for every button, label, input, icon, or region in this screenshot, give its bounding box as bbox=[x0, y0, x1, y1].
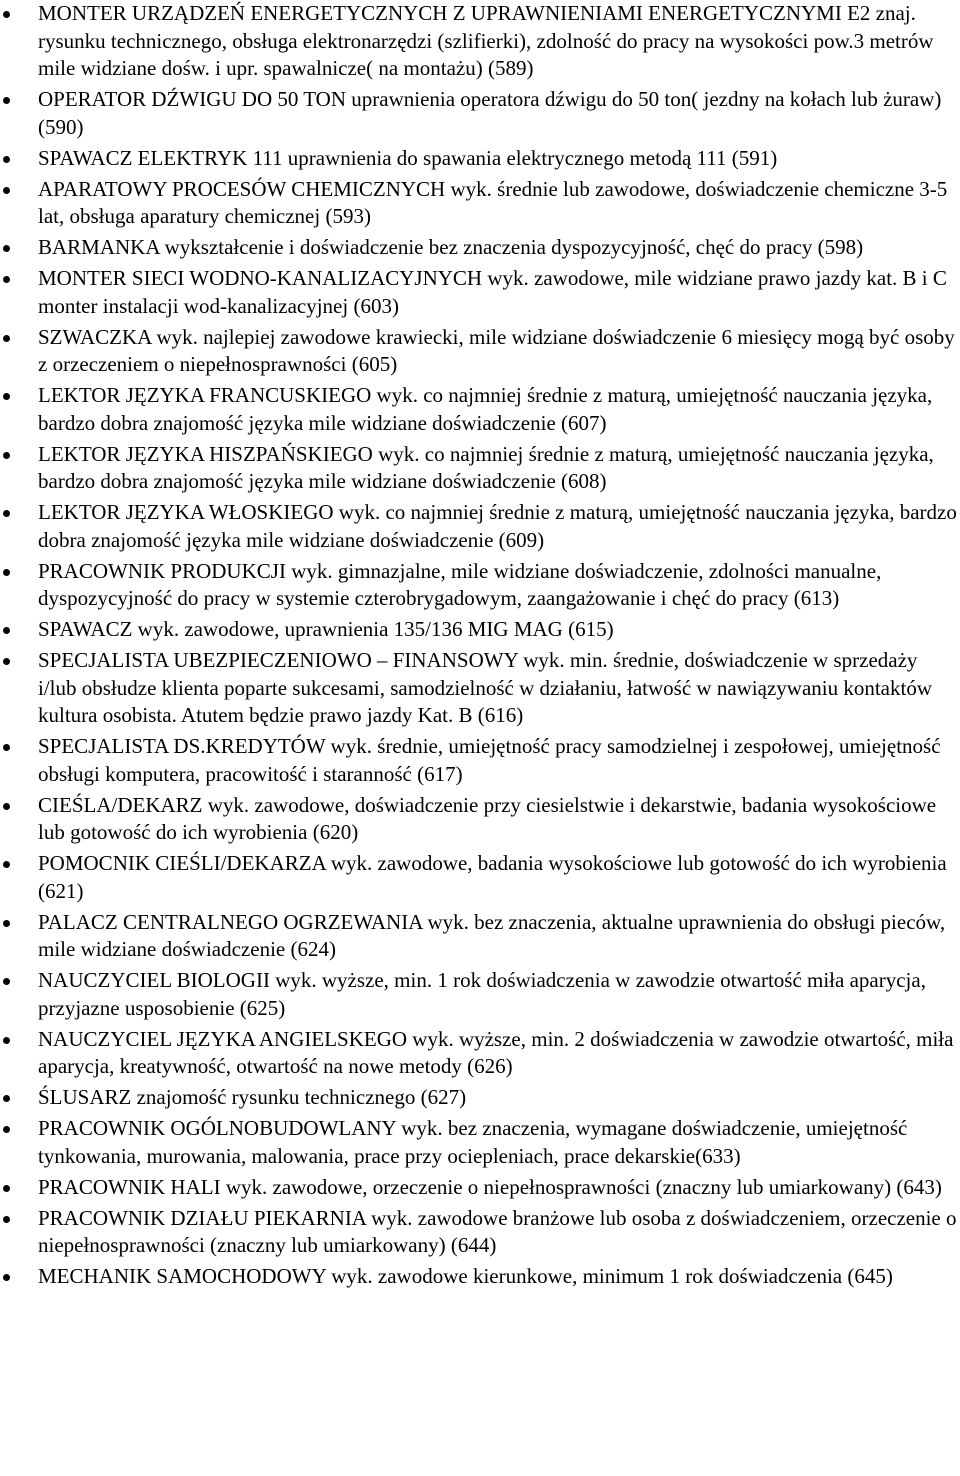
list-item bbox=[0, 1084, 960, 1112]
list-item bbox=[0, 382, 960, 437]
bullet-icon bbox=[3, 1126, 10, 1133]
bullet-icon bbox=[3, 978, 10, 985]
bullet-icon bbox=[3, 569, 10, 576]
list-item bbox=[0, 0, 960, 83]
job-title: PRACOWNIK HALI bbox=[38, 1174, 221, 1199]
job-details: wyk. zawodowe branżowe lub osoba z doświadczeniem, orzeczenie o niepełnosprawności (znaczny lub umiarkowany) (644) bbox=[38, 1205, 957, 1257]
job-title: PRACOWNIK OGÓLNOBUDOWLANY bbox=[38, 1116, 396, 1140]
job-details: wyk. najlepiej zawodowe krawiecki, mile widziane doświadczenie 6 miesięcy mogą być osoby z orzeczeniem o niepełnosprawności (605) bbox=[38, 324, 955, 376]
bullet-icon bbox=[3, 920, 10, 927]
bullet-icon bbox=[3, 452, 10, 459]
list-item bbox=[0, 1115, 960, 1170]
job-details: wyk. zawodowe, badania wysokościowe lub gotowość do ich wyrobienia (621) bbox=[38, 851, 947, 903]
list-item bbox=[0, 792, 960, 847]
job-details: wyk. co najmniej średnie z maturą, umiejętność nauczania języka, bardzo dobra znajomość języka mile widziane doświadczenie (607) bbox=[38, 383, 933, 435]
bullet-icon bbox=[3, 1095, 10, 1102]
bullet-icon bbox=[3, 393, 10, 400]
bullet-icon bbox=[3, 335, 10, 342]
job-title: OPERATOR DŹWIGU DO 50 TON bbox=[38, 87, 347, 111]
job-title: SPECJALISTA UBEZPIECZENIOWO – FINANSOWY bbox=[38, 648, 518, 672]
job-title: LEKTOR JĘZYKA WŁOSKIEGO bbox=[38, 500, 334, 524]
list-item bbox=[0, 324, 960, 379]
job-title: NAUCZYCIEL JĘZYKA ANGIELSKEGO bbox=[38, 1026, 408, 1051]
job-details: uprawnienia do spawania elektrycznego metodą 111 (591) bbox=[282, 145, 778, 170]
job-title: MONTER SIECI WODNO-KANALIZACYJNYCH bbox=[38, 266, 483, 290]
job-title: CIEŚLA/DEKARZ bbox=[38, 792, 203, 817]
job-title: BARMANKA bbox=[38, 235, 160, 259]
bullet-icon bbox=[3, 276, 10, 283]
job-details: wyk. wyższe, min. 1 rok doświadczenia w zawodzie otwartość miła aparycja, przyjazne usposobienie (625) bbox=[38, 968, 926, 1020]
job-details: wyk. gimnazjalne, mile widziane doświadczenie, zdolności manualne, dyspozycyjność do pracy w systemie czterobrygadowym, zaangażowanie i chęć do pracy (613) bbox=[38, 558, 882, 610]
job-details: wyk. zawodowe, mile widziane prawo jazdy kat. B i C monter instalacji wod-kanalizacyjnej (603) bbox=[38, 266, 947, 318]
bullet-icon bbox=[3, 1037, 10, 1044]
job-title: POMOCNIK CIEŚLI/DEKARZA bbox=[38, 851, 326, 875]
bullet-icon bbox=[3, 245, 10, 252]
job-title: NAUCZYCIEL BIOLOGII bbox=[38, 968, 270, 992]
list-item bbox=[0, 850, 960, 905]
list-item bbox=[0, 1205, 960, 1260]
bullet-icon bbox=[3, 658, 10, 665]
list-item bbox=[0, 647, 960, 730]
job-details: wykształcenie i doświadczenie bez znaczenia dyspozycyjność, chęć do pracy (598) bbox=[159, 235, 864, 259]
job-title: MONTER URZĄDZEŃ ENERGETYCZNYCH Z UPRAWNIENIAMI ENERGETYCZNYMI E2 bbox=[38, 1, 871, 25]
job-details: wyk. zawodowe, doświadczenie przy ciesielstwie i dekarstwie, badania wysokościowe lub gotowość do ich wyrobienia (620) bbox=[38, 792, 937, 844]
job-title: MECHANIK SAMOCHODOWY bbox=[38, 1264, 326, 1288]
job-details: uprawnienia operatora dźwigu do 50 ton( jezdny na kołach lub żuraw) (590) bbox=[38, 87, 942, 139]
bullet-icon bbox=[3, 156, 10, 163]
list-item bbox=[0, 733, 960, 788]
job-title: SPAWACZ bbox=[38, 617, 133, 641]
list-item bbox=[0, 1263, 960, 1291]
job-details: wyk. zawodowe, uprawnienia 135/136 MIG MAG (615) bbox=[132, 617, 614, 641]
list-item bbox=[0, 441, 960, 496]
job-details: wyk. co najmniej średnie z maturą, umiejętność nauczania języka, bardzo dobra znajomość języka mile widziane doświadczenie (608) bbox=[38, 441, 934, 493]
job-details: wyk. wyższe, min. 2 doświadczenia w zawodzie otwartość, miła aparycja, kreatywność, otwartość na nowe metody (626) bbox=[38, 1026, 954, 1078]
job-title: ŚLUSARZ bbox=[38, 1085, 132, 1109]
job-details: wyk. bez znaczenia, wymagane doświadczenie, umiejętność tynkowania, murowania, malowania, prace przy ociepleniach, prace dekarskie(633) bbox=[38, 1116, 908, 1168]
list-item bbox=[0, 616, 960, 644]
bullet-icon bbox=[3, 1274, 10, 1281]
job-details: wyk. średnie lub zawodowe, doświadczenie chemiczne 3-5 lat, obsługa aparatury chemicznej (593) bbox=[38, 176, 948, 228]
list-item bbox=[0, 145, 960, 173]
job-title: PRACOWNIK DZIAŁU PIEKARNIA bbox=[38, 1205, 366, 1230]
bullet-icon bbox=[3, 627, 10, 634]
job-title: PRACOWNIK PRODUKCJI bbox=[38, 558, 286, 583]
list-item bbox=[0, 1026, 960, 1081]
list-item bbox=[0, 499, 960, 554]
bullet-icon bbox=[3, 1216, 10, 1223]
job-details: wyk. średnie, umiejętność pracy samodzielnej i zespołowej, umiejętność obsługi komputera, pracowitość i staranność (617) bbox=[38, 734, 941, 786]
bullet-icon bbox=[3, 861, 10, 868]
list-item bbox=[0, 909, 960, 964]
job-title: LEKTOR JĘZYKA FRANCUSKIEGO bbox=[38, 383, 372, 407]
job-title: LEKTOR JĘZYKA HISZPAŃSKIEGO bbox=[38, 441, 373, 466]
list-item bbox=[0, 967, 960, 1022]
bullet-icon bbox=[3, 510, 10, 517]
job-details: wyk. zawodowe, orzeczenie o niepełnosprawności (znaczny lub umiarkowany) (643) bbox=[220, 1174, 942, 1199]
list-item bbox=[0, 1174, 960, 1202]
job-details: wyk. co najmniej średnie z maturą, umiejętność nauczania języka, bardzo dobra znajomość języka mile widziane doświadczenie (609) bbox=[38, 500, 957, 552]
job-details: wyk. zawodowe kierunkowe, minimum 1 rok doświadczenia (645) bbox=[325, 1264, 893, 1288]
job-title: SZWACZKA bbox=[38, 324, 152, 349]
job-title: PALACZ CENTRALNEGO OGRZEWANIA bbox=[38, 909, 423, 934]
list-item bbox=[0, 265, 960, 320]
job-title: SPAWACZ ELEKTRYK 111 bbox=[38, 145, 283, 170]
bullet-icon bbox=[3, 744, 10, 751]
job-details: znaj. rysunku technicznego, obsługa elektronarzędzi (szlifierki), zdolność do pracy na wysokości pow.3 metrów mile widziane dośw. i upr. spawalnicze( na montażu) (589) bbox=[38, 1, 934, 80]
job-title: APARATOWY PROCESÓW CHEMICZNYCH bbox=[38, 176, 446, 201]
job-details: wyk. bez znaczenia, aktualne uprawnienia do obsługi pieców, mile widziane doświadczenie (624) bbox=[38, 909, 946, 961]
job-details: wyk. min. średnie, doświadczenie w sprzedaży i/lub obsłudze klienta poparte sukcesami, samodzielność w działaniu, łatwość w nawiązywaniu kontaktów kultura osobista. Atutem będzie prawo jazdy Kat. B (616) bbox=[38, 648, 933, 727]
job-title: SPECJALISTA DS.KREDYTÓW bbox=[38, 734, 326, 758]
bullet-icon bbox=[3, 97, 10, 104]
list-item bbox=[0, 176, 960, 231]
bullet-icon bbox=[3, 1185, 10, 1192]
bullet-icon bbox=[3, 803, 10, 810]
bullet-icon bbox=[3, 187, 10, 194]
job-details: znajomość rysunku technicznego (627) bbox=[131, 1085, 467, 1109]
list-item bbox=[0, 86, 960, 141]
list-item bbox=[0, 558, 960, 613]
list-item bbox=[0, 234, 960, 262]
bullet-icon bbox=[3, 11, 10, 18]
